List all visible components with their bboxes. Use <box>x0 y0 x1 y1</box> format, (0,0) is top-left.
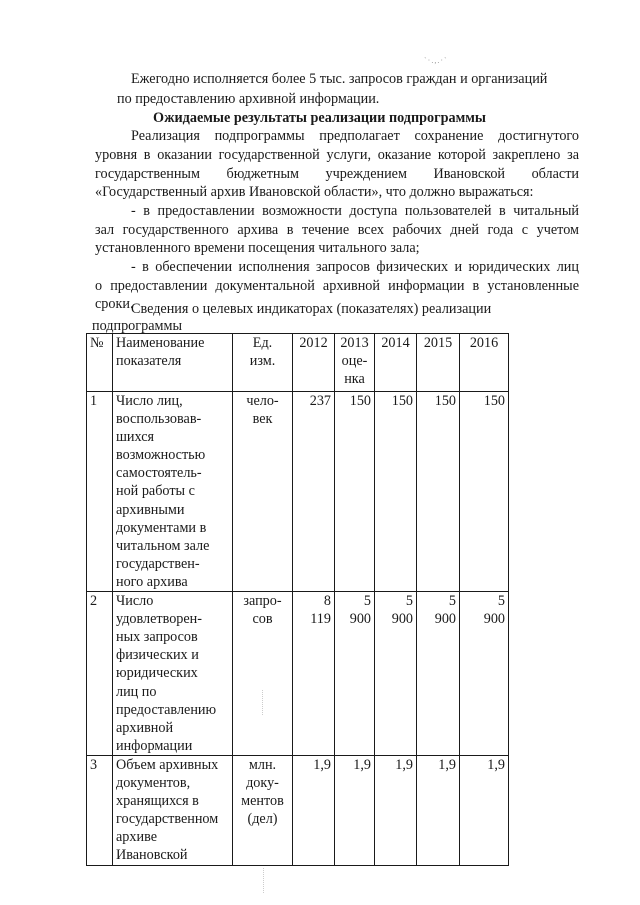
cell-name-line: государственном <box>116 811 219 828</box>
paragraph-line: по предоставлению архивной информации. <box>117 91 380 107</box>
header-2015: 2015 <box>417 334 460 392</box>
cell-name-line: хранящихся в <box>116 793 199 810</box>
cell-name-line: шихся <box>116 429 155 446</box>
cell-2014 <box>375 755 417 865</box>
cell-2013 <box>335 755 375 865</box>
table-row <box>87 755 509 865</box>
cell-unit <box>233 392 293 592</box>
cell-2013-line: 1,9 <box>353 756 371 773</box>
cell-name-line: ных запросов <box>116 629 198 646</box>
section-heading: Ожидаемые результаты реализации подпрограммы <box>153 110 486 126</box>
cell-2016-line: 900 <box>483 611 505 628</box>
cell-name-line: Число <box>116 593 154 610</box>
cell-2015-line: 5 <box>448 593 456 610</box>
bullet-line: - в обеспечении исполнения запросов физических и юридических лиц <box>131 259 579 275</box>
header-2016: 2016 <box>460 334 509 392</box>
table-caption: Сведения о целевых индикаторах (показателях) реализации <box>131 301 492 317</box>
cell-num: 2 <box>87 592 113 756</box>
cell-name-line: ного архива <box>116 573 188 590</box>
scan-dots <box>263 868 264 893</box>
cell-2015 <box>417 392 460 592</box>
bullet-line: - в предоставлении возможности доступа пользователей в читальный <box>131 203 579 219</box>
cell-name-line: читальном зале <box>116 537 210 554</box>
cell-2013 <box>335 592 375 756</box>
cell-name <box>113 392 233 592</box>
cell-name-line: документами в <box>116 519 207 536</box>
scan-mark: `·.,.·` <box>424 56 448 65</box>
cell-name-line: информации <box>116 737 193 754</box>
cell-name-line: Ивановской <box>116 847 188 864</box>
cell-2012 <box>293 392 335 592</box>
table-header-row <box>87 334 509 392</box>
bullet-line: зал государственного архива в течение всех рабочих дней года с учетом <box>95 222 579 238</box>
paragraph-line: государственным бюджетным учреждением Ивановской области <box>95 166 579 182</box>
cell-num: 3 <box>87 755 113 865</box>
bullet-line: о предоставлении документальной архивной информации в установленные <box>95 278 579 294</box>
cell-name-line: архивными <box>116 501 185 518</box>
cell-name-line: архиве <box>116 829 157 846</box>
cell-name-line: Число лиц, <box>116 393 183 409</box>
cell-num: 1 <box>87 392 113 592</box>
header-name: Наименование показателя <box>113 334 233 392</box>
cell-2015-line: 900 <box>434 611 456 628</box>
cell-name-line: архивной <box>116 719 174 736</box>
cell-2015-line: 1,9 <box>438 756 456 773</box>
header-num: № <box>87 334 113 392</box>
bullet-line: установленного времени посещения читального зала; <box>95 240 420 256</box>
cell-name-line: лиц по <box>116 683 157 700</box>
cell-name-line: самостоятель- <box>116 465 202 482</box>
cell-2012-line: 237 <box>309 393 331 409</box>
cell-2012 <box>293 592 335 756</box>
cell-2014-line: 900 <box>391 611 413 628</box>
paragraph-line: «Государственный архив Ивановской области», что должно выражаться: <box>95 184 534 200</box>
cell-name-line: документов, <box>116 774 191 791</box>
paragraph-line: уровня в оказании государственной услуги, оказание которой закреплено за <box>95 147 579 163</box>
cell-2016 <box>460 755 509 865</box>
cell-2014 <box>375 392 417 592</box>
cell-unit-line: доку- <box>246 774 279 791</box>
cell-name-line: физических и <box>116 647 199 664</box>
cell-2013 <box>335 392 375 592</box>
cell-unit <box>233 755 293 865</box>
cell-2013-line: 150 <box>349 393 371 409</box>
scan-dots <box>262 690 263 715</box>
cell-unit-line: век <box>252 411 273 428</box>
header-2013: 2013 оце- нка <box>335 334 375 392</box>
cell-2012 <box>293 755 335 865</box>
cell-name <box>113 755 233 865</box>
cell-2014-line: 150 <box>391 393 413 409</box>
cell-name-line: Объем архивных <box>116 756 219 773</box>
cell-name-line: государствен- <box>116 555 200 572</box>
table-row <box>87 392 509 592</box>
cell-2014-line: 5 <box>405 593 413 610</box>
cell-unit-line: запро- <box>243 593 282 610</box>
cell-2016-line: 150 <box>483 393 505 409</box>
cell-unit-line: млн. <box>248 756 277 773</box>
cell-2016 <box>460 392 509 592</box>
bullet-line: сроки. <box>95 296 134 312</box>
cell-2015 <box>417 755 460 865</box>
cell-2015-line: 150 <box>434 393 456 409</box>
cell-name <box>113 592 233 756</box>
table-row <box>87 592 509 756</box>
paragraph-line: Ежегодно исполняется более 5 тыс. запросов граждан и организаций <box>131 71 548 87</box>
cell-unit-line: чело- <box>246 393 279 409</box>
cell-name-line: удовлетворен- <box>116 611 203 628</box>
cell-2016-line: 1,9 <box>487 756 505 773</box>
cell-2015 <box>417 592 460 756</box>
cell-2014-line: 1,9 <box>395 756 413 773</box>
header-2012: 2012 <box>293 334 335 392</box>
cell-unit <box>233 592 293 756</box>
cell-2016 <box>460 592 509 756</box>
cell-name-line: воспользовав- <box>116 411 202 428</box>
header-unit: Ед. изм. <box>233 334 293 392</box>
cell-unit-line: сов <box>252 611 273 628</box>
cell-2012-line: 8 <box>323 593 331 610</box>
cell-2012-line: 1,9 <box>313 756 331 773</box>
cell-2016-line: 5 <box>497 593 505 610</box>
cell-2013-line: 5 <box>363 593 371 610</box>
cell-2013-line: 900 <box>349 611 371 628</box>
header-2014: 2014 <box>375 334 417 392</box>
table-caption: подпрограммы <box>92 318 182 334</box>
cell-2014 <box>375 592 417 756</box>
cell-name-line: предоставлению <box>116 701 217 718</box>
cell-name-line: юридических <box>116 665 198 682</box>
paragraph-line: Реализация подпрограммы предполагает сохранение достигнутого <box>131 128 579 144</box>
cell-name-line: возможностью <box>116 447 206 464</box>
cell-name-line: ной работы с <box>116 483 195 500</box>
indicators-table <box>86 333 509 866</box>
cell-unit-line: ментов <box>241 793 284 810</box>
cell-unit-line: (дел) <box>247 811 278 828</box>
cell-2012-line: 119 <box>310 611 331 628</box>
